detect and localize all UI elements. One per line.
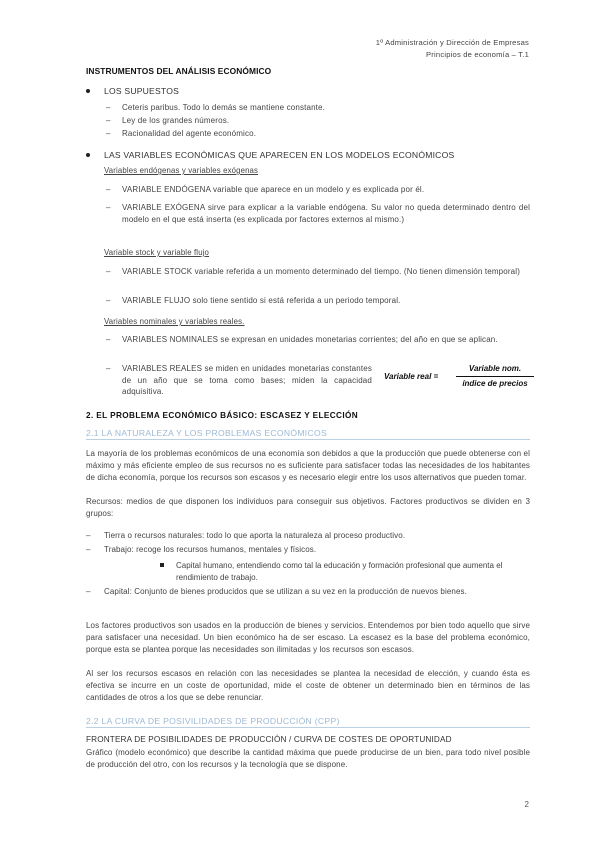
paragraph: Recursos: medios de que disponen los individuos para conseguir sus objetivos. Factores productivos se dividen en 3 grupos: (86, 497, 530, 518)
subheading-endogenas: Variables endógenas y variables exógenas (104, 166, 259, 175)
formula-denominator: índice de precios (462, 379, 528, 388)
supuestos-heading: LOS SUPUESTOS (104, 86, 180, 96)
page-number: 2 (524, 800, 529, 809)
dash-icon: – (106, 129, 111, 138)
dash-icon: – (86, 587, 91, 596)
list-item: Capital humano, entendiendo como tal la educación y formación profesional que aumenta el rendimiento de trabajo. (160, 560, 530, 584)
bullet-supuestos (86, 86, 179, 96)
formula-numerator: Variable nom. (468, 364, 522, 373)
paragraph: Al ser los recursos escasos en relación con las necesidades se plantea la necesidad de elección, y cuando ésta es efectiva se incurre en un coste de oportunidad, mide el coste de obtener un determinado bien en términos de las cantidades de otros a los que se debe renunciar. (86, 669, 530, 702)
dash-icon: – (86, 545, 91, 554)
bullet-icon (86, 89, 90, 93)
dash-icon: – (106, 267, 111, 276)
dash-icon: – (86, 531, 91, 540)
fraction-bar (456, 376, 534, 377)
subheading-nominales: Variables nominales y variables reales. (104, 317, 245, 326)
bullet-icon (86, 153, 90, 157)
subsection-2-2-title: 2.2 LA CURVA DE POSIVILIDADES DE PRODUCCIÓN (CPP) (86, 716, 530, 728)
paragraph: Los factores productivos son usados en la producción de bienes y servicios. Entendemos por bien todo aquello que sirve para satisfacer una necesidad. Un bien económico ha de ser escaso. La escasez es la base del problema económico, porque esta se plantea porque las necesidades son ilimitadas y los recursos son escasos. (86, 621, 530, 654)
subheading-stock: Variable stock y variable flujo (104, 248, 210, 257)
dash-icon: – (106, 296, 111, 305)
list-item: – Ceteris paribus. Todo lo demás se mantiene constante. (106, 103, 326, 112)
list-item: – VARIABLE ENDÓGENA variable que aparece en un modelo y es explicada por él. (106, 185, 425, 194)
dash-icon: – (106, 335, 111, 344)
dash-icon: – (106, 116, 111, 125)
list-item: – Ley de los grandes números. (106, 116, 230, 125)
list-item: – Trabajo: recoge los recursos humanos, mentales y físicos. (86, 545, 317, 554)
section-2-title: 2. EL PROBLEMA ECONÓMICO BÁSICO: ESCASEZ Y ELECCIÓN (86, 411, 359, 420)
real-variable-formula (384, 364, 534, 392)
list-item: – Racionalidad del agente económico. (106, 129, 257, 138)
header-course: 1º Administración y Dirección de Empresas (375, 38, 529, 47)
paragraph: Gráfico (modelo económico) que describe la cantidad máxima que puede producirse de un bien, para todo nivel posible de producción del otro, con los recursos y la tecnología que se dispone. (86, 748, 530, 769)
list-item: – Capital: Conjunto de bienes producidos que se utilizan a su vez en la producción de nuevos bienes. (86, 587, 467, 596)
list-item: – VARIABLE STOCK variable referida a un momento determinado del tiempo. (No tienen dimensión temporal) (106, 267, 521, 276)
list-item: – VARIABLE EXÓGENA sirve para explicar a la variable endógena. Su valor no queda determinado dentro del modelo en el que está inserta (es explicada por factores externos al mismo.) (106, 203, 530, 224)
paragraph: La mayoría de los problemas económicos de una economía son debidos a que la producción que puede obtenerse con el máximo y más eficiente empleo de sus recursos no es suficiente para satisfacer todas las necesidades de los habitantes de dicha economía, porque los recursos son escasos y es necesario elegir entre los usos alternativos que pueden tomar. (86, 449, 530, 482)
list-item: – VARIABLES REALES se miden en unidades monetarias constantes de un año que se toma como bases; miden la capacidad adquisitiva. (106, 364, 372, 396)
bullet-variables (86, 150, 454, 160)
square-bullet-icon (160, 563, 164, 567)
cpp-heading: FRONTERA DE POSIBILIDADES DE PRODUCCIÓN / CURVA DE COSTES DE OPORTUNIDAD (86, 735, 452, 744)
list-item: – Tierra o recursos naturales: todo lo que aporta la naturaleza al proceso productivo. (86, 531, 406, 540)
dash-icon: – (106, 203, 111, 212)
dash-icon: – (106, 103, 111, 112)
dash-icon: – (106, 364, 111, 373)
header-subject: Principios de economía – T.1 (426, 50, 529, 59)
dash-icon: – (106, 185, 111, 194)
list-item: – VARIABLES NOMINALES se expresan en unidades monetarias corrientes; del año en que se aplican. (106, 335, 498, 344)
page-title: INSTRUMENTOS DEL ANÁLISIS ECONÓMICO (86, 66, 272, 76)
subsection-2-1-title: 2.1 LA NATURALEZA Y LOS PROBLEMAS ECONÓMICOS (86, 428, 530, 440)
list-item: – VARIABLE FLUJO solo tiene sentido si está referida a un periodo temporal. (106, 296, 401, 305)
variables-heading: LAS VARIABLES ECONÓMICAS QUE APARECEN EN LOS MODELOS ECONÓMICOS (104, 150, 455, 160)
formula-lhs: Variable real = (384, 372, 439, 381)
